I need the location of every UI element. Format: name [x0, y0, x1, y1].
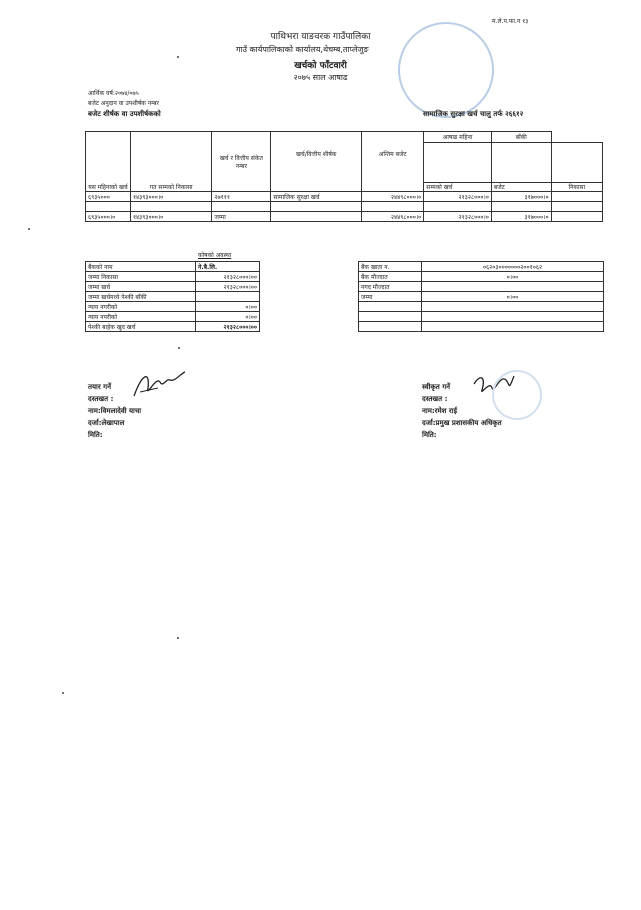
table-row: जम्मा ०।०० [359, 292, 604, 302]
table-row: जम्मा खर्चमध्ये पेश्की बाँकी [86, 292, 260, 302]
col-month-expense: यस महिनाको खर्च [86, 132, 131, 192]
bank-table [358, 261, 604, 332]
budget-grant-label: बजेट अनुदान वा उपशीर्षक नम्बर [88, 100, 159, 107]
table-row: नगद मौज्दात [359, 282, 604, 292]
office-name: गाउँ कार्यपालिकाको कार्यालय,थेचम्ब,ताप्लेजुङ [236, 45, 369, 54]
table-row [359, 302, 604, 312]
treasury-table [85, 261, 260, 332]
approval-stamp [492, 370, 542, 420]
approved-by-label: स्वीकृत गर्ने [422, 383, 451, 391]
page-title: खर्चको फाँटवारी [294, 61, 347, 71]
table-row: न्याय नगरीको ०।०० [86, 302, 260, 312]
budget-heading-value: सामाजिक सुरक्षा खर्च चालु तर्फ २६६१२ [423, 110, 524, 118]
approved-signature-label: दस्तखत : [422, 395, 448, 403]
prepared-name: नाम:विमलादेवी याचा [88, 407, 142, 415]
col-budget: बजेट [491, 183, 551, 192]
table-row: जम्मा खर्च २१३२८०००।०० [86, 282, 260, 292]
treasury-title: कोषको अवस्था [198, 252, 232, 259]
fiscal-year: आर्थिक वर्ष:२०७४/०७५ [88, 90, 139, 97]
col-remaining: बाँकी [491, 132, 551, 143]
form-code: म.ले.प.फा.न १३ [492, 18, 529, 25]
prepared-by-label: तयार गर्ने [88, 383, 111, 391]
table-row: बैंक खाता न. ०६२०३०००००००२००१०६२ [359, 262, 604, 272]
col-code: खर्च र वित्तीय संकेत नम्बर [212, 132, 271, 192]
table-row: पेश्की बाहेक खुद खर्च २१३२८०००।०० [86, 322, 260, 332]
prepared-post: दर्जा:लेखापाल [88, 419, 125, 427]
prepared-date: मिति: [88, 431, 103, 439]
prepared-signature-image [130, 366, 188, 402]
col-heading: खर्च/वित्तीय शीर्षक [271, 132, 362, 192]
col-total-expense: सम्मको खर्च [424, 183, 492, 192]
table-row: बैंकको नाम ने.बै.लि. [86, 262, 260, 272]
col-final-budget: अन्तिम बजेट [362, 132, 424, 192]
table-row: ६९३५००० १४३९३०००।० २७१११ सामाजिक सुरक्षा खर्च २४४९८०००।० २१३२८०००।० ३१७०००।० [86, 192, 603, 202]
table-row [359, 312, 604, 322]
table-row [359, 322, 604, 332]
table-row: न्याय नपरीको ०।०० [86, 312, 260, 322]
table-row: बैंक मौज्दात ०।०० [359, 272, 604, 282]
expense-table [85, 131, 603, 222]
col-last-month: गत सम्मको निकासा [130, 132, 211, 192]
approved-name: नाम:रमेश राई [422, 407, 458, 415]
approved-post: दर्जा:प्रमुख प्रशासकीय अधिकृत [422, 419, 502, 427]
approved-date: मिति: [422, 431, 437, 439]
prepared-signature-label: दस्तखत : [88, 395, 114, 403]
table-total-row: ६९३५०००।० १४३९३०००।० जम्मा २४४९८०००।० २१३२८०००।० ३१७०००।० [86, 212, 603, 222]
budget-heading-label: बजेट शीर्षक वा उपशीर्षकको [88, 110, 161, 118]
period: २०७५ साल आषाढ [293, 73, 348, 82]
municipality-name: पाथिभरा याङवरक गाउँपालिका [270, 32, 371, 42]
table-row: जम्मा निकासा २१३२८०००।०० [86, 272, 260, 282]
col-ashadh: आषाढ महिना [424, 132, 492, 143]
col-release: निकासा [551, 183, 602, 192]
